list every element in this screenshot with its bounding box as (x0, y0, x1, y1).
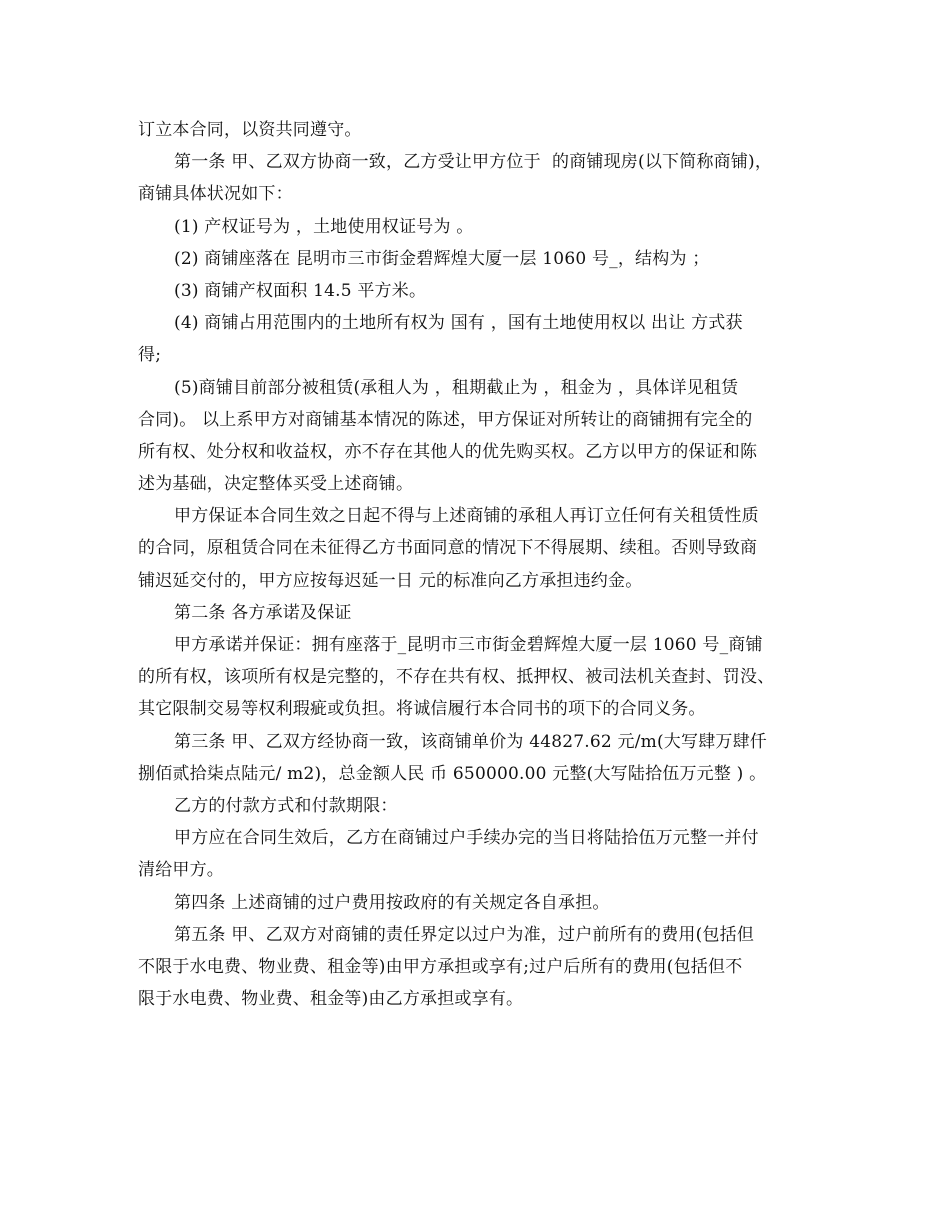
text-line: 的所有权，该项所有权是完整的，不存在共有权、抵押权、被司法机关查封、罚没、 (138, 667, 775, 688)
text-line: 其它限制交易等权利瑕疵或负担。将诚信履行本合同书的项下的合同义务。 (138, 699, 706, 720)
text-line: 限于水电费、物业费、租金等)由乙方承担或享有。 (138, 989, 524, 1010)
text-line: 甲方承诺并保证：拥有座落于_昆明市三市街金碧辉煌大厦一层 1060 号_商铺 (174, 635, 763, 655)
text-line: 乙方的付款方式和付款期限： (174, 795, 398, 816)
text-line: 甲方保证本合同生效之日起不得与上述商铺的承租人再订立任何有关租赁性质 (174, 506, 759, 527)
text-line: (1) 产权证号为 ，土地使用权证号为 。 (174, 216, 474, 237)
text-line: 第一条 甲、乙双方协商一致，乙方受让甲方位于 的商铺现房(以下简称商铺)， (174, 152, 773, 173)
text-line: 铺迟延交付的，甲方应按每迟延一日 元的标准向乙方承担违约金。 (138, 570, 643, 591)
text-line: 得; (138, 345, 162, 366)
text-line: (3) 商铺产权面积 14.5 平方米。 (174, 280, 427, 301)
text-line: 合同)。 以上系甲方对商铺基本情况的陈述，甲方保证对所转让的商铺拥有完全的 (138, 409, 753, 430)
text-line: 的合同，原租赁合同在未征得乙方书面同意的情况下不得展期、续租。否则导致商 (138, 538, 758, 559)
text-line: (4) 商铺占用范围内的土地所有权为 国有 ，国有土地使用权以 出让 方式获 (174, 313, 743, 334)
text-line: 第五条 甲、乙双方对商铺的责任界定以过户为准，过户前所有的费用(包括但 (174, 924, 755, 945)
text-line: 述为基础，决定整体买受上述商铺。 (138, 474, 414, 495)
text-line: 第四条 上述商铺的过户费用按政府的有关规定各自承担。 (174, 892, 610, 913)
text-line: 不限于水电费、物业费、租金等)由甲方承担或享有;过户后所有的费用(包括但不 (138, 956, 743, 977)
text-line: (5)商铺目前部分被租赁(承租人为 ，租期截止为 ，租金为 ，具体详见租赁 (174, 377, 739, 398)
contract-body (138, 114, 818, 1015)
text-line: 甲方应在合同生效后，乙方在商铺过户手续办完的当日将陆拾伍万元整一并付 (174, 828, 759, 849)
text-line: (2) 商铺座落在 昆明市三市街金碧辉煌大厦一层 1060 号_，结构为 ； (174, 248, 710, 269)
text-line: 所有权、处分权和收益权，亦不存在其他人的优先购买权。乙方以甲方的保证和陈 (138, 441, 758, 462)
text-line: 捌佰贰拾柒点陆元/ m2)，总金额人民 币 650000.00 元整(大写陆拾伍万元整 ) 。 (138, 763, 767, 784)
text-line: 清给甲方。 (138, 860, 224, 881)
text-line: 第三条 甲、乙双方经协商一致，该商铺单价为 44827.62 元/m(大写肆万肆仟 (174, 731, 768, 752)
text-line: 第二条 各方承诺及保证 (174, 602, 352, 623)
text-line: 商铺具体状况如下： (138, 184, 293, 205)
text-line: 订立本合同，以资共同遵守。 (138, 120, 362, 140)
